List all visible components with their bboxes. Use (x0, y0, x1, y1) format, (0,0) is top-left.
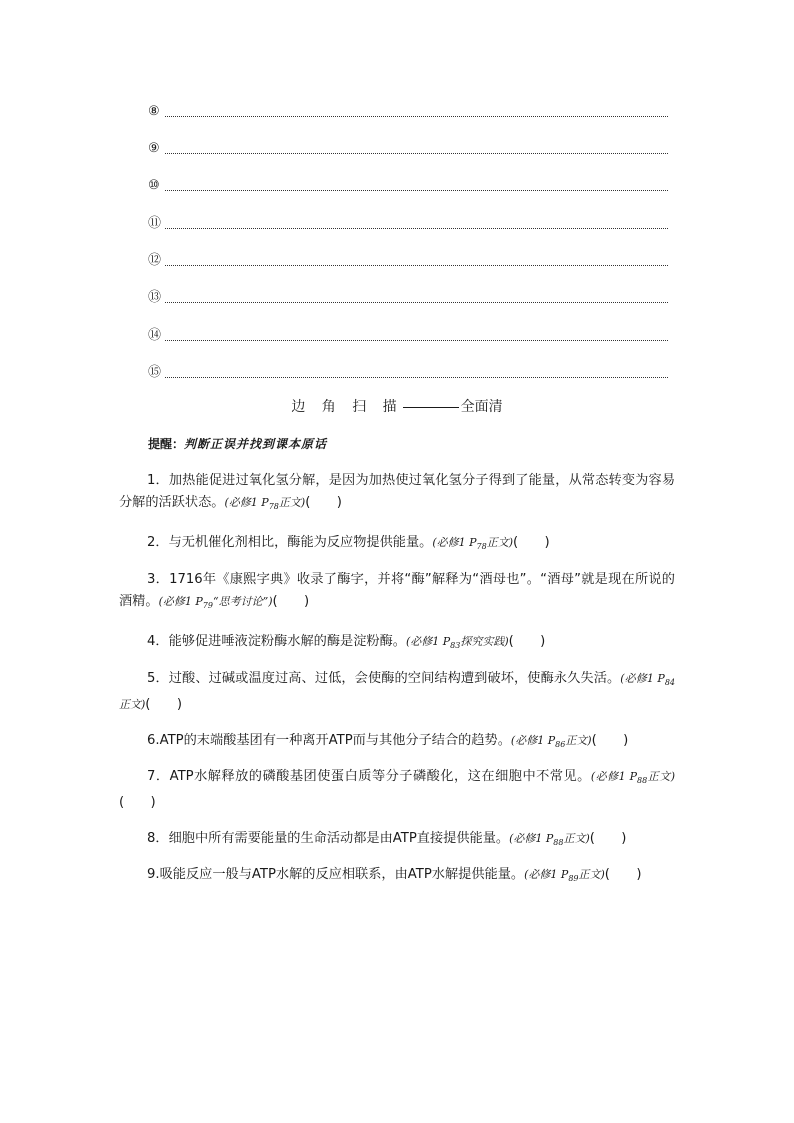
question-text: 1716年《康熙字典》收录了酶字，并将“酶”解释为“酒母也”。“酒母”就是现在所说的酒精。 (119, 572, 675, 609)
question-source: (必修1 $P_{78}$正文) (224, 496, 306, 512)
question-number: 4． (147, 634, 169, 649)
blank-answer-line (165, 104, 668, 117)
blank-number: ⑭ (148, 328, 162, 343)
blank-line-14 (148, 324, 668, 344)
blank-answer-line (165, 178, 668, 191)
question-text: 与无机催化剂相比，酶能为反应物提供能量。 (168, 535, 433, 550)
section-title (0, 397, 794, 417)
title-dash (403, 407, 459, 408)
blank-number: ⑨ (148, 141, 160, 156)
answer-parentheses: ( ) (119, 795, 156, 811)
answer-parentheses: ( ) (508, 634, 546, 649)
question-text: 吸能反应一般与ATP水解的反应相联系，由ATP水解提供能量。 (159, 867, 525, 882)
question-number: 6. (147, 733, 160, 748)
answer-parentheses: ( ) (589, 831, 627, 846)
question-text: ATP的末端酸基团有一种离开ATP而与其他分子结合的趋势。 (159, 733, 511, 748)
blank-answer-line (165, 290, 668, 303)
answer-parentheses: ( ) (604, 867, 642, 882)
question-number: 3． (147, 572, 170, 587)
blank-line-13 (148, 286, 668, 306)
question-number: 2． (147, 535, 169, 550)
question-number: 7． (147, 769, 170, 784)
blank-line-15 (148, 361, 668, 381)
question-text: 能够促进唾液淀粉酶水解的酶是淀粉酶。 (168, 634, 406, 649)
blank-number: ⑫ (148, 253, 162, 268)
question-source: (必修1 $P_{89}$正文) (524, 868, 605, 884)
blank-answer-line (165, 141, 668, 154)
answer-parentheses: ( ) (513, 535, 550, 550)
answer-parentheses: ( ) (305, 495, 342, 510)
question-number: 5． (147, 671, 169, 686)
blank-line-10 (148, 174, 668, 194)
blank-line-9 (148, 137, 668, 157)
question-source: (必修1 $P_{88}$正文) (509, 832, 590, 848)
question-text: 过酸、过碱或温度过高、过低，会使酶的空间结构遭到破坏，使酶永久失活。 (168, 671, 621, 686)
question-item (119, 470, 675, 518)
reminder-label: 提醒： (148, 437, 185, 451)
section-title-sub: 全面清 (460, 399, 503, 415)
blank-number: ⑩ (148, 178, 160, 193)
answer-parentheses: ( ) (145, 697, 182, 713)
blank-number: ⑮ (148, 365, 162, 380)
blank-number: ⑪ (148, 216, 162, 231)
question-source: (必修1 $P_{78}$正文) (432, 536, 514, 552)
question-item (119, 532, 675, 558)
question-source: (必修1 $P_{88}$正文) (590, 770, 675, 786)
blank-line-11 (148, 212, 668, 232)
reminder-text: 判断正误并找到课本原话 (184, 437, 328, 451)
reminder (148, 436, 327, 452)
question-item (119, 864, 675, 890)
blank-answer-line (165, 253, 668, 266)
blank-answer-line (165, 365, 668, 378)
question-text: 加热能促进过氧化氢分解，是因为加热使过氧化氢分子得到了能量，从常态转变为容易分解的活跃状态。 (119, 473, 676, 510)
blank-answer-line (165, 328, 668, 341)
answer-parentheses: ( ) (591, 733, 629, 748)
question-item (119, 828, 675, 854)
question-item (119, 730, 675, 756)
question-number: 9. (147, 867, 160, 882)
question-text: 细胞中所有需要能量的生命活动都是由ATP直接提供能量。 (168, 831, 510, 846)
question-number: 8． (147, 831, 169, 846)
blank-line-12 (148, 249, 668, 269)
question-item (119, 569, 675, 617)
question-text: ATP水解释放的磷酸基团使蛋白质等分子磷酸化，这在细胞中不常见。 (169, 769, 591, 784)
question-source: (必修1 $P_{83}$探究实践) (405, 635, 509, 651)
question-item (119, 766, 675, 814)
question-source: (必修1 $P_{84}$正文) (119, 672, 675, 712)
answer-parentheses: ( ) (272, 594, 310, 609)
question-item (119, 631, 675, 657)
question-source: (必修1 $P_{86}$正文) (510, 734, 592, 750)
blank-number: ⑧ (148, 104, 160, 119)
question-number: 1． (147, 473, 169, 488)
section-title-main: 边 角 扫 描 (291, 399, 403, 415)
blank-answer-line (165, 216, 668, 229)
question-source: (必修1 $P_{79}“$思考讨论”) (158, 595, 273, 611)
blank-line-8 (148, 100, 668, 120)
question-item (119, 668, 675, 716)
blank-number: ⑬ (148, 290, 162, 305)
